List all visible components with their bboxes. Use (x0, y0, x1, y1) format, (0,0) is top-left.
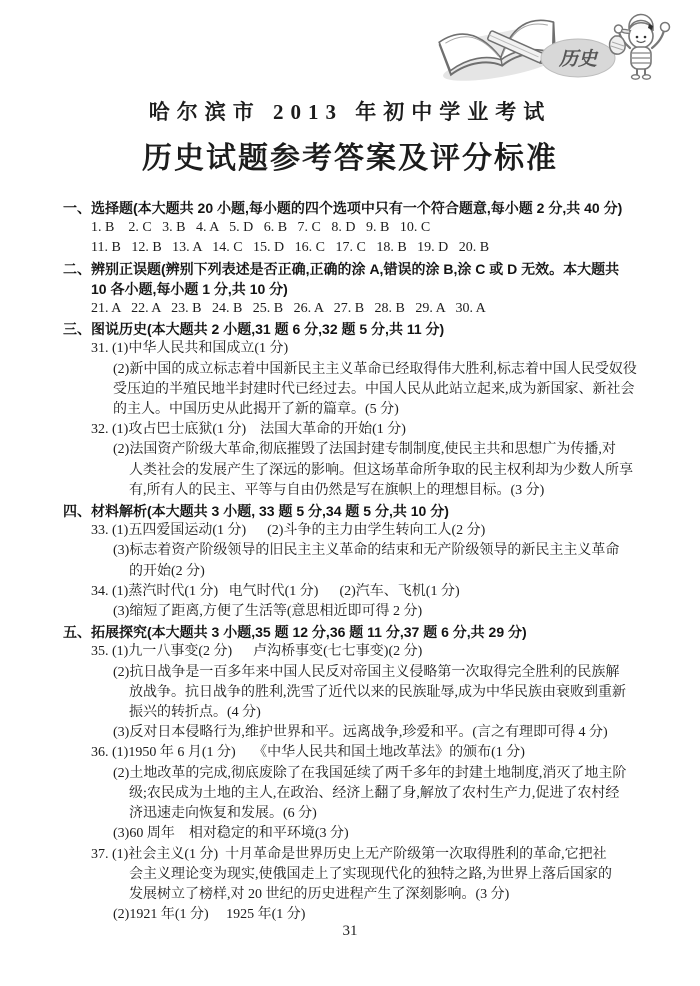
document-line: 会主义理论变为现实,使俄国走上了实现现代化的独特之路,为世界上落后国家的 (129, 866, 612, 882)
document-line: 31. (1)中华人民共和国成立(1 分) (91, 341, 289, 357)
document-line: 10 各小题,每小题 1 分,共 10 分) (91, 280, 288, 297)
document-line: 35. (1)九一八事变(2 分) 卢沟桥事变(七七事变)(2 分) (91, 644, 423, 660)
header-illustration-svg (428, 0, 674, 98)
document-line: 11. B 12. B 13. A 14. C 15. D 16. C 17. C 18. B 19. D 20. B (91, 240, 490, 256)
document-line: 振兴的转折点。(4 分) (129, 705, 261, 721)
document-line: 发展树立了榜样,对 20 世纪的历史进程产生了深刻影响。(3 分) (129, 886, 510, 902)
document-line: 21. A 22. A 23. B 24. B 25. B 26. A 27. B 28. B 29. A 30. A (91, 301, 486, 317)
document-line: 34. (1)蒸汽时代(1 分) 电气时代(1 分) (2)汽车、飞机(1 分) (91, 583, 460, 599)
document-line: 一、选择题(本大题共 20 小题,每小题的四个选项中只有一个符合题意,每小题 2 分,共 40 分) (63, 200, 623, 216)
document-line: (3)标志着资产阶级领导的旧民主主义革命的结束和无产阶级领导的新民主主义革命 (113, 543, 620, 559)
document-line: (3)缩短了距离,方便了生活等(意思相近即可得 2 分) (113, 604, 423, 620)
document-line: (2)抗日战争是一百多年来中国人民反对帝国主义侵略第一次取得完全胜利的民族解 (113, 664, 620, 680)
document-line: 33. (1)五四爱国运动(1 分) (2)斗争的主力由学生转向工人(2 分) (91, 523, 486, 539)
document-line: 二、辨别正误题(辨别下列表述是否正确,正确的涂 A,错误的涂 B,涂 C 或 D 无效。本大题共 (63, 260, 620, 277)
document-line: 受压迫的半殖民地半封建时代已经过去。中国人民从此站立起来,成为新国家、新社会 (113, 381, 635, 397)
document-line: 五、拓展探究(本大题共 3 小题,35 题 12 分,36 题 11 分,37 题 6 分,共 29 分) (63, 624, 527, 641)
document-line: (3)反对日本侵略行为,维护世界和平。远离战争,珍爱和平。(言之有理即可得 4 分) (113, 725, 608, 741)
history-badge (541, 39, 615, 77)
header-illustration (428, 0, 674, 98)
document-line: 的主人。中国历史从此揭开了新的篇章。(5 分) (113, 402, 399, 418)
document-line: 1. B 2. C 3. B 4. A 5. D 6. B 7. C 8. D 9. B 10. C (91, 220, 431, 236)
document-line: 放战争。抗日战争的胜利,洗雪了近代以来的民族耻辱,成为中华民族由衰败到重新 (129, 684, 626, 700)
document-line: 的开始(2 分) (129, 563, 205, 579)
document-title: 历史试题参考答案及评分标准 (142, 142, 558, 175)
document-line: 人类社会的发展产生了深远的影响。但这场革命所争取的民主权利却为少数人所享 (129, 462, 633, 478)
document-line: (2)土地改革的完成,彻底废除了在我国延续了两千多年的封建土地制度,消灭了地主阶 (113, 765, 627, 781)
document-line: (2)新中国的成立标志着中国新民主主义革命已经取得伟大胜利,标志着中国人民受奴役 (113, 361, 637, 377)
document-line: 级;农民成为土地的主人,在政治、经济上翻了身,解放了农村生产力,促进了农村经 (129, 785, 620, 801)
exam-title: 哈尔滨市 2013 年初中学业考试 (148, 100, 552, 124)
document-line: 四、材料解析(本大题共 3 小题, 33 题 5 分,34 题 5 分,共 10 分) (63, 503, 449, 520)
document-body (63, 198, 650, 925)
document-line: (2)1921 年(1 分) 1925 年(1 分) (113, 907, 306, 923)
document-line: (2)法国资产阶级大革命,彻底摧毁了法国封建专制制度,使民主共和思想广为传播,对 (113, 442, 616, 458)
document-line: 三、图说历史(本大题共 2 小题,31 题 6 分,32 题 5 分,共 11 分) (63, 321, 445, 338)
document-line: 32. (1)攻占巴士底狱(1 分) 法国大革命的开始(1 分) (91, 422, 406, 438)
document-line: 济迅速走向恢复和发展。(6 分) (129, 806, 317, 822)
mascot-boy-icon (610, 14, 670, 79)
document-line: 37. (1)社会主义(1 分) 十月革命是世界历史上无产阶级第一次取得胜利的革命,它把社 (91, 846, 607, 862)
document-line: 有,所有人的民主、平等与自由仍然是写在旗帜上的理想目标。(3 分) (129, 482, 545, 498)
page-number: 31 (342, 923, 358, 939)
document-line: (3)60 周年 相对稳定的和平环境(3 分) (113, 826, 349, 842)
document-line: 36. (1)1950 年 6 月(1 分) 《中华人民共和国土地改革法》的颁布(1 分) (91, 745, 525, 761)
history-badge-label: 历史 (558, 49, 598, 70)
